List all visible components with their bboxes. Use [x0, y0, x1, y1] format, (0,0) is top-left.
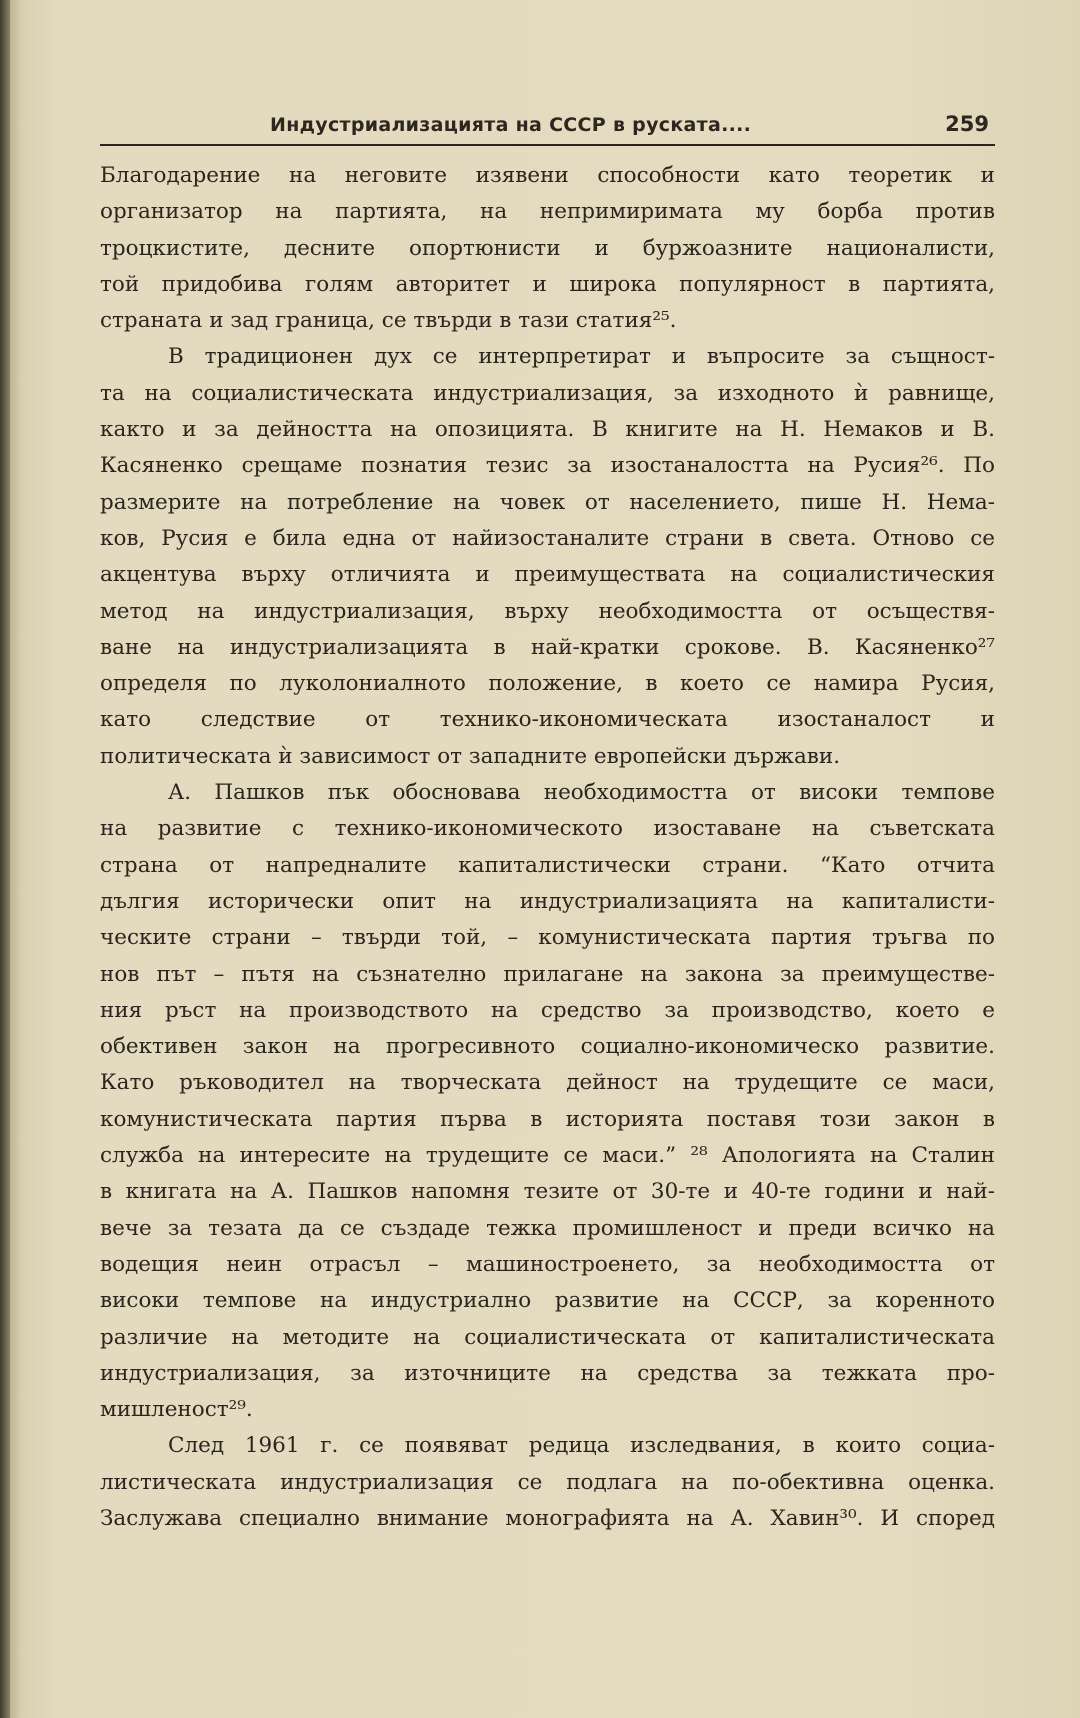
- text-line: метод на индустриализация, върху необходимостта от осъществя-: [100, 598, 995, 624]
- text-line: политическата ѝ зависимост от западните европейски държави.: [100, 743, 841, 769]
- running-title: Индустриализацията на СССР в руската....: [270, 114, 752, 136]
- text-line: както и за дейността на опозицията. В книгите на Н. Немаков и В.: [100, 417, 995, 443]
- running-header: [100, 110, 995, 146]
- text-line: на развитие с технико-икономическото изоставане на съветската: [100, 816, 995, 842]
- text-line: като следствие от технико-икономическата изостаналост и: [100, 707, 995, 733]
- text-line: страна от напредналите капиталистически страни. “Като отчита: [100, 852, 995, 878]
- text-line: водещия неин отрасъл – машиностроенето, за необходимостта от: [100, 1251, 995, 1277]
- text-line: нов път – пътя на съзнателно прилагане на закона за преимуществе-: [100, 961, 995, 987]
- text-line: той придобива голям авторитет и широка популярност в партията,: [100, 271, 995, 297]
- book-spine-shadow: [0, 0, 10, 1718]
- text-line: дългия исторически опит на индустриализацията на капиталисти-: [100, 888, 995, 914]
- text-line: ков, Русия е била една от найизостаналите страни в света. Отново се: [100, 525, 995, 551]
- text-line: листическата индустриализация се подлага на по-обективна оценка.: [100, 1469, 995, 1495]
- text-line: служба на интересите на трудещите се маси.” ²⁸ Апологията на Сталин: [100, 1143, 995, 1169]
- text-line: След 1961 г. се появяват редица изследвания, в които социа-: [168, 1433, 995, 1459]
- text-line: акцентува върху отличията и преимуществата на социалистическия: [100, 562, 995, 588]
- text-line: индустриализация, за източниците на средства за тежката про-: [100, 1360, 995, 1386]
- text-line: комунистическата партия първа в историята поставя този закон в: [100, 1106, 995, 1132]
- text-line: ческите страни – твърди той, – комунистическата партия тръгва по: [100, 925, 995, 951]
- text-line: Като ръководител на творческата дейност на трудещите се маси,: [100, 1070, 995, 1096]
- text-line: вече за тезата да се създаде тежка промишленост и преди всичко на: [100, 1215, 995, 1241]
- text-line: различие на методите на социалистическата от капиталистическата: [100, 1324, 995, 1350]
- text-line: мишленост²⁹.: [100, 1397, 253, 1423]
- text-line: ване на индустриализацията в най-кратки срокове. В. Касяненко²⁷: [100, 634, 995, 660]
- text-line: Касяненко срещаме познатия тезис за изостаналостта на Русия²⁶. По: [100, 453, 995, 479]
- page-number: 259: [945, 112, 989, 136]
- text-line: В традиционен дух се интерпретират и въпросите за същност-: [168, 344, 995, 370]
- text-line: размерите на потребление на човек от населението, пише Н. Нема-: [100, 489, 995, 515]
- text-line: високи темпове на индустриално развитие на СССР, за коренното: [100, 1288, 995, 1314]
- text-line: организатор на партията, на непримиримата му борба против: [100, 199, 995, 225]
- text-line: страната и зад граница, се твърди в тази статия²⁵.: [100, 308, 677, 334]
- body-text: [100, 158, 995, 1537]
- text-line: обективен закон на прогресивното социално-икономическо развитие.: [100, 1034, 995, 1060]
- text-line: Заслужава специално внимание монографията на А. Хавин³⁰. И според: [100, 1505, 995, 1531]
- text-line: определя по луколониалното положение, в което се намира Русия,: [100, 671, 995, 697]
- text-line: в книгата на А. Пашков напомня тезите от 30-те и 40-те години и най-: [100, 1179, 995, 1205]
- text-line: троцкистите, десните опортюнисти и буржоазните националисти,: [100, 235, 995, 261]
- text-line: ния ръст на производството на средство за производство, което е: [100, 997, 995, 1023]
- text-line: А. Пашков пък обосновава необходимостта от високи темпове: [168, 780, 995, 806]
- text-line: та на социалистическата индустриализация, за изходното ѝ равнище,: [100, 380, 995, 406]
- text-line: Благодарение на неговите изявени способности като теоретик и: [100, 163, 995, 188]
